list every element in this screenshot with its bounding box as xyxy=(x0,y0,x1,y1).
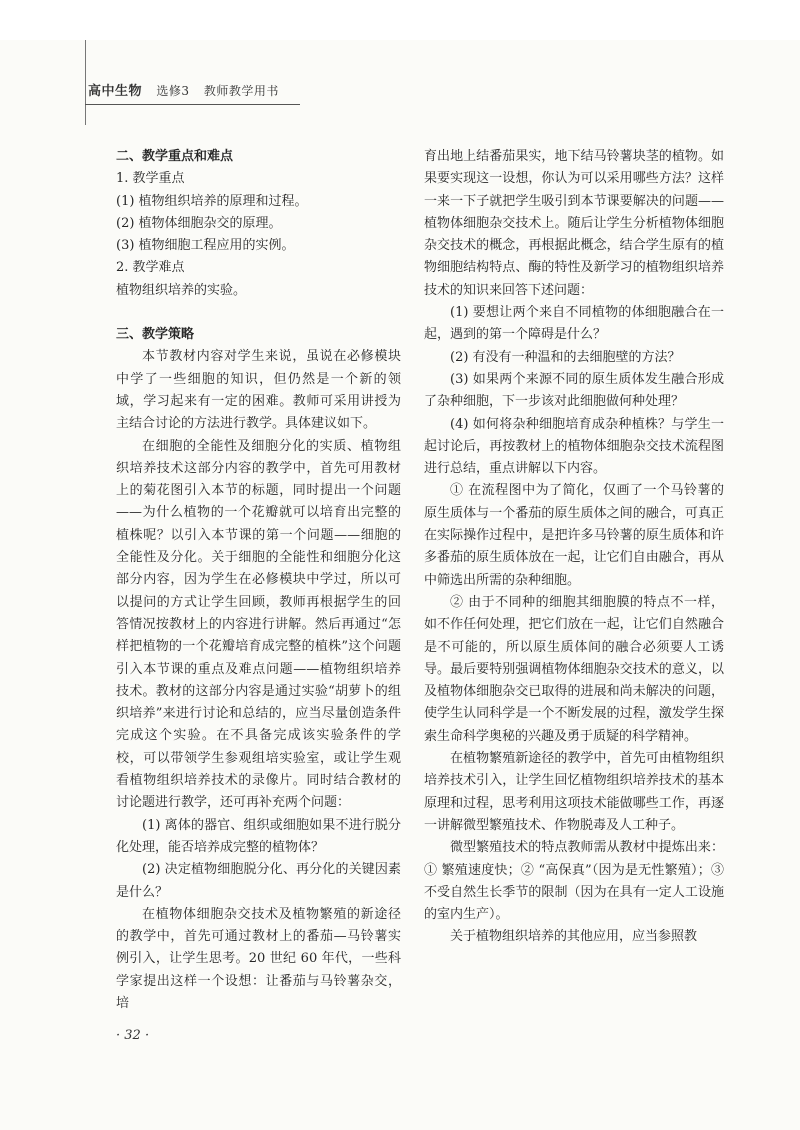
section-gap xyxy=(116,302,401,324)
question-item: (4) 如何将杂种细胞培育成杂种植株？与学生一起讨论后，再按教材上的植物体细胞杂交技术流程图进行总结，重点讲解以下内容。 xyxy=(424,416,724,477)
left-column xyxy=(116,146,401,1015)
margin-rule xyxy=(85,40,86,125)
section-heading-strategy: 三、教学策略 xyxy=(116,327,195,343)
numbered-point: ① 在流程图中为了简化，仅画了一个马铃薯的原生质体与一个番茄的原生质体之间的融合，可真正在实际操作过程中，是把许多马铃薯的原生质体和许多番茄的原生质体放在一起，让它们自由融合，再从中筛选出所需的杂种细胞。 xyxy=(424,483,724,588)
question-item: (1) 要想让两个来自不同植物的体细胞融合在一起，遇到的第一个障碍是什么？ xyxy=(424,305,724,343)
running-header xyxy=(88,80,279,99)
focus-title: 1. 教学重点 xyxy=(116,171,185,187)
page-number: · 32 · xyxy=(116,1028,150,1043)
body-paragraph: 在植物繁殖新途径的教学中，首先可由植物组织培养技术引入，让学生回忆植物组织培养技术的基本原理和过程，思考利用这项技术能做哪些工作，再逐一讲解微型繁殖技术、作物脱毒及人工种子。 xyxy=(424,751,724,833)
header-book-title: 高中生物 xyxy=(88,84,143,99)
body-paragraph: 在植物体细胞杂交技术及植物繁殖的新途径的教学中，首先可通过教材上的番茄—马铃薯实例引入，让学生思考。20 世纪 60 年代，一些科学家提出这样一个设想：让番茄与马铃薯杂交，培 xyxy=(116,906,401,1011)
focus-item: (2) 植物体细胞杂交的原理。 xyxy=(116,215,282,231)
focus-item: (1) 植物组织培养的原理和过程。 xyxy=(116,193,308,209)
difficulty-text: 植物组织培养的实验。 xyxy=(116,282,247,298)
section-heading-key-points: 二、教学重点和难点 xyxy=(116,149,234,164)
body-paragraph: 育出地上结番茄果实，地下结马铃薯块茎的植物。如果要实现这一设想，你认为可以采用哪些方法？这样一来一下子就把学生吸引到本节课要解决的问题——植物体细胞杂交技术上。随后让学生分析植物体细胞杂交技术的概念，再根据此概念，结合学生原有的植物细胞结构特点、酶的特性及新学习的植物组织培养技术的知识来回答下述问题： xyxy=(424,149,724,298)
difficulty-title: 2. 教学难点 xyxy=(116,260,185,276)
body-paragraph: 在细胞的全能性及细胞分化的实质、植物组织培养技术这部分内容的教学中，首先可用教材上的菊花图引入本节的标题，同时提出一个问题——为什么植物的一个花瓣就可以培育出完整的植株呢？以引入本节课的第一个问题——细胞的全能性及分化。关于细胞的全能性和细胞分化这部分内容，因为学生在必修模块中学过，所以可以提问的方式让学生回顾，教师再根据学生的回答情况按教材上的内容进行讲解。然后再通过“怎样把植物的一个花瓣培育成完整的植株”这个问题引入本节课的重点及难点问题——植物组织培养技术。教材的这部分内容是通过实验“胡萝卜的组织培养”来进行讨论和总结的，应当尽量创造条件完成这个实验。在不具备完成该实验条件的学校，可以带领学生参观组培实验室，或让学生观看植物组织培养技术的录像片。同时结合教材的讨论题进行教学，还可再补充两个问题： xyxy=(116,438,401,811)
body-paragraph: 微型繁殖技术的特点教师需从教材中提炼出来：① 繁殖速度快；② “高保真”（因为是无性繁殖）；③ 不受自然生长季节的限制（因为在具有一定人工设施的室内生产）。 xyxy=(424,840,724,923)
question-item: (3) 如果两个来源不同的原生质体发生融合形成了杂种细胞，下一步该对此细胞做何种处理？ xyxy=(424,371,724,410)
focus-item: (3) 植物细胞工程应用的实例。 xyxy=(116,238,295,254)
body-paragraph: 本节教材内容对学生来说，虽说在必修模块中学了一些细胞的知识，但仍然是一个新的领域，学习起来有一定的困难。教师可采用讲授为主结合讨论的方法进行教学。具体建议如下。 xyxy=(116,349,401,432)
question-item: (2) 决定植物细胞脱分化、再分化的关键因素是什么？ xyxy=(116,862,401,900)
right-column xyxy=(424,146,724,949)
header-volume: 选修3 xyxy=(156,84,190,98)
question-item: (2) 有没有一种温和的去细胞壁的方法？ xyxy=(450,349,681,365)
body-paragraph: 关于植物组织培养的其他应用，应当参照教 xyxy=(450,929,698,945)
question-item: (1) 离体的器官、组织或细胞如果不进行脱分化处理，能否培养成完整的植物体？ xyxy=(116,817,401,855)
header-rule xyxy=(85,104,300,105)
numbered-point: ② 由于不同种的细胞其细胞膜的特点不一样，如不作任何处理，把它们放在一起，让它们自然融合是不可能的，所以原生质体间的融合必须要人工诱导。最后要特别强调植物体细胞杂交技术的意义，以及植物体细胞杂交已取得的进展和尚未解决的问题，使学生认同科学是一个不断发展的过程，激发学生探索生命科学奥秘的兴趣及勇于质疑的科学精神。 xyxy=(424,594,724,744)
header-book-type: 教师教学用书 xyxy=(203,84,279,98)
top-margin xyxy=(0,0,800,40)
